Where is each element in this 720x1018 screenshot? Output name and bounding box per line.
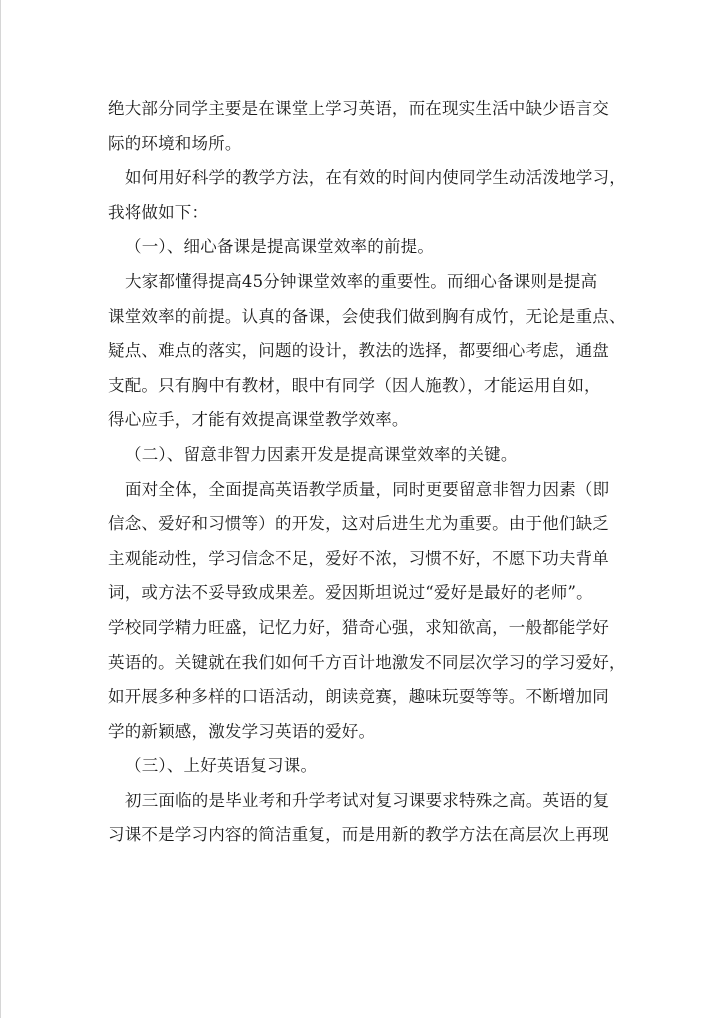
paragraph-line: 学的新颖感，激发学习英语的爱好。 — [108, 721, 376, 741]
paragraph-line: 我将做如下： — [108, 202, 209, 222]
section-heading-3: （三）、上好英语复习课。 — [125, 756, 318, 776]
paragraph-line: 大家都懂得提高45分钟课堂效率的重要性。而细心备课则是提高 — [125, 271, 598, 291]
paragraph-line: 习课不是学习内容的简洁重复，而是用新的教学方法在高层次上再现 — [108, 825, 609, 845]
paragraph-line: 际的环境和场所。 — [108, 133, 242, 153]
paragraph-line: 课堂效率的前提。认真的备课，会使我们做到胸有成竹，无论是重点、 — [108, 306, 626, 326]
paragraph-line: 绝大部分同学主要是在课堂上学习英语，而在现实生活中缺少语言交 — [108, 99, 609, 118]
paragraph-line: 信念、爱好和习惯等）的开发，这对后进生尤为重要。由于他们缺乏 — [108, 514, 609, 534]
paragraph-line: 如何用好科学的教学方法，在有效的时间内使同学生动活泼地学习， — [125, 168, 626, 188]
paragraph-line: 主观能动性，学习信念不足，爱好不浓，习惯不好，不愿下功夫背单 — [108, 548, 609, 568]
section-heading-2: （二）、留意非智力因素开发是提高课堂效率的关键。 — [125, 444, 518, 464]
paragraph-line: 如开展多种多样的口语活动，朗读竞赛，趣味玩耍等等。不断增加同 — [108, 687, 609, 707]
paragraph-line: 得心应手，才能有效提高课堂教学效率。 — [108, 410, 409, 430]
paragraph-line: 面对全体，全面提高英语教学质量，同时更要留意非智力因素（即 — [125, 479, 610, 499]
paragraph-line: 支配。只有胸中有教材，眼中有同学（因人施教），才能运用自如， — [108, 375, 601, 395]
section-heading-1: （一）、细心备课是提高课堂效率的前提。 — [125, 237, 435, 257]
paragraph-line: 疑点、难点的落实，问题的设计，教法的选择，都要细心考虑，通盘 — [108, 341, 609, 361]
document-body — [108, 92, 626, 853]
paragraph-line: 英语的。关键就在我们如何千方百计地激发不同层次学习的学习爱好， — [108, 652, 626, 672]
page-edge — [0, 0, 1, 1018]
paragraph-line: 学校同学精力旺盛，记忆力好，猎奇心强，求知欲高，一般都能学好 — [108, 617, 609, 637]
paragraph-line: 词，或方法不妥导致成果差。爱因斯坦说过“爱好是最好的老师”。 — [108, 583, 593, 603]
paragraph-line: 初三面临的是毕业考和升学考试对复习课要求特殊之高。英语的复 — [125, 790, 610, 810]
